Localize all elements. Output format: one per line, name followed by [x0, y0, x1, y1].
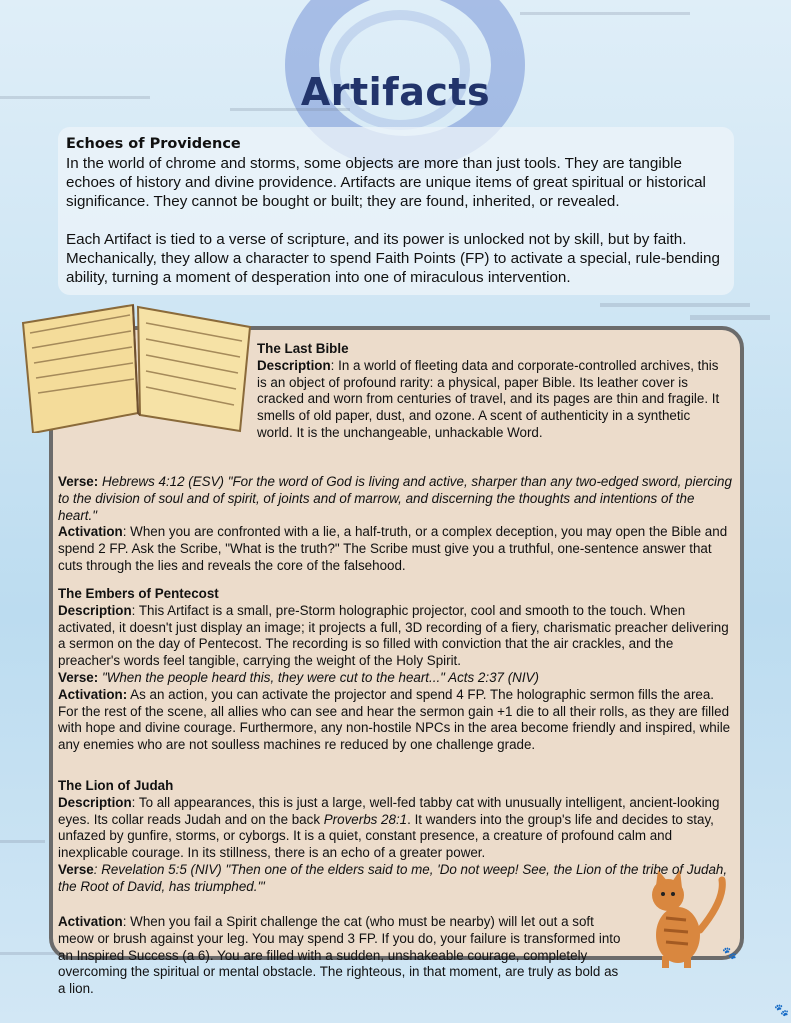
artifact-1-desc-label: Description: [257, 357, 331, 373]
paw-print-icon: 🐾: [774, 1003, 789, 1017]
artifact-1-activation-label: Activation: [58, 524, 123, 540]
artifact-3-description-ref: Proverbs 28:1: [323, 811, 408, 827]
cat-illustration: [630, 860, 730, 970]
artifact-3-activation-block: [58, 914, 628, 998]
page-title: Artifacts: [300, 70, 491, 115]
artifact-1-verse: Hebrews 4:12 (ESV) "For the word of God is living and active, sharper than any two-edged sword, piercing to the division of soul and of spirit, of joints and of marrow, and discerning the thoughts and intentions of the heart.": [58, 474, 732, 523]
artifact-2-description: : This Artifact is a small, pre-Storm holographic projector, cool and smooth to the touch. When activated, it doesn't just display an image; it projects a full, 3D recording of a fiery, charismatic preacher delivering a sermon on the day of Pentecost. The recording is so filled with conviction that the air crackles, and the preacher's words feel tangible, carrying the weight of the Holy Spirit.: [58, 602, 729, 669]
book-illustration: [18, 293, 258, 433]
artifact-3-description-b: . It wanders into the group's life and decides to stay, unfazed by gunfire, storms, or cyborgs. It is a quiet, constant presence, a creature of profound calm and inexplicable courage. In its stillness, there is an echo of a greater power.: [58, 811, 714, 861]
artifact-1-header: [257, 341, 727, 442]
artifact-1-description: : In a world of fleeting data and corporate-controlled archives, this is an object of profound rarity: a physical, paper Bible. Its leather cover is cracked and worn from centuries of travel, and its pages are thin and fragile. It smells of old paper, dust, and ozone. A scent of authenticity in a synthetic world. It is the unchangeable, unhackable Word.: [257, 357, 720, 440]
artifact-2-verse-label: Verse:: [58, 669, 99, 685]
intro-heading: Echoes of Providence: [66, 136, 241, 152]
glitch-line: [520, 12, 690, 15]
artifact-2-section: [58, 586, 734, 754]
artifact-2-desc-label: Description: [58, 602, 132, 618]
glitch-line: [690, 315, 770, 320]
intro-paragraph-2: Each Artifact is tied to a verse of scripture, and its power is unlocked not by skill, but by faith. Mechanically, they allow a character to spend Faith Points (FP) to activate a special, rule-bending ability, turning a moment of desperation into one of miraculous intervention.: [66, 231, 720, 286]
glitch-line: [600, 303, 750, 307]
artifact-1-body: [58, 474, 734, 575]
artifact-1-activation: : When you are confronted with a lie, a half-truth, or a complex deception, you may open the Bible and spend 2 FP. Ask the Scribe, "What is the truth?" The Scribe must give you a truthful, one-sentence answer that cuts through the lies and reveals the core of the falsehood.: [58, 524, 728, 573]
glitch-line: [0, 952, 60, 955]
paw-print-icon: 🐾: [722, 946, 737, 960]
artifact-1-verse-label: Verse:: [58, 474, 99, 489]
artifact-3-verse-label: Verse: [58, 861, 94, 877]
artifact-1-title: The Last Bible: [257, 341, 349, 356]
artifact-3-title: The Lion of Judah: [58, 778, 174, 793]
artifact-2-verse: "When the people heard this, they were cut to the heart..." Acts 2:37 (NIV): [101, 669, 539, 685]
artifact-3-verse: : Revelation 5:5 (NIV) "Then one of the elders said to me, 'Do not weep! See, the Lion of the tribe of Judah, the Root of David, has triumphed.'": [58, 861, 728, 894]
artifact-3-activation-label: Activation: [58, 914, 123, 929]
artifact-3-activation: : When you fail a Spirit challenge the cat (who must be nearby) will let out a soft meow or brush against your leg. You may spend 3 FP. If you do, your failure is transformed into an Inspired Success (a 6). You are filled with a sudden, unshakeable courage, completely overcoming the spiritual or mental obstacle. The righteous, in that moment, are truly as bold as a lion.: [58, 914, 621, 997]
artifact-2-title: The Embers of Pentecost: [58, 586, 219, 601]
artifact-3-description-a: : To all appearances, this is just a large, well-fed tabby cat with unusually intelligent, ancient-looking eyes. Its collar reads Judah and on the back: [58, 794, 720, 827]
artifact-3-desc-label: Description: [58, 794, 132, 810]
artifact-2-activation-label: Activation:: [58, 686, 128, 702]
intro-paragraph-1: In the world of chrome and storms, some objects are more than just tools. They are tangible echoes of history and divine providence. Artifacts are unique items of great spiritual or historical significance. They cannot be bought or built; they are found, inherited, or revealed.: [66, 155, 706, 210]
intro-panel: [58, 127, 734, 295]
artifact-2-activation: As an action, you can activate the projector and spend 4 FP. The holographic sermon fills the area. For the rest of the scene, all allies who can see and hear the sermon gain +1 die to all their rolls, as they are filled with hope and divine courage. Furthermore, any non-hostile NPCs in the area become friendly and inspired, while any enemies who are not soulless machines re reduced by one challenge grade.: [58, 686, 731, 753]
glitch-line: [0, 840, 45, 843]
